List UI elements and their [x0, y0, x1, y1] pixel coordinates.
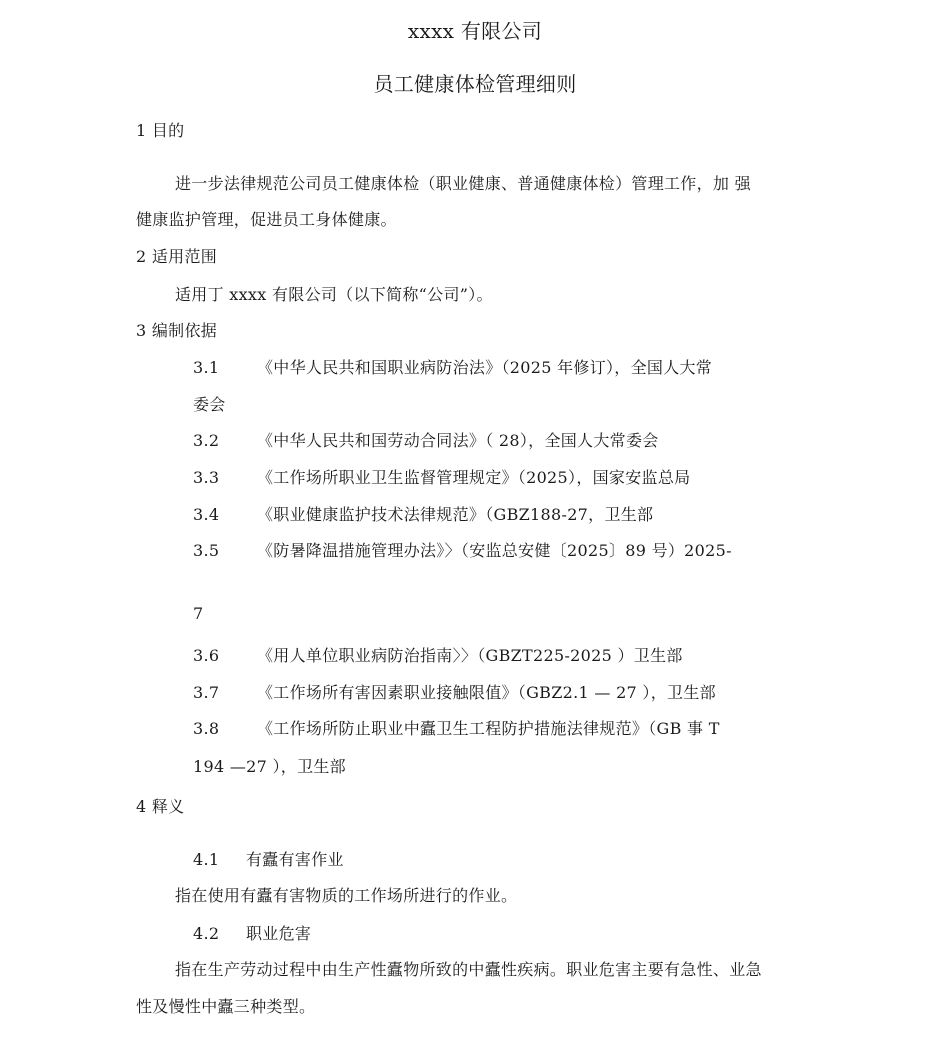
item-text: 《职业健康监护技术法律规范》（GBZ188-27，卫生部 — [257, 505, 654, 524]
item-number: 3.1 — [193, 358, 220, 377]
section-2-paragraph: 适用丁 xxxx 有限公司（以下简称“公司”）。 — [175, 285, 493, 304]
definition-paragraph: 指在使用有蠹有害物质的工作场所进行的作业。 — [175, 886, 518, 905]
list-item-continuation: 194 —27 ），卫生部 — [193, 757, 346, 776]
item-number: 3.3 — [193, 468, 220, 487]
list-item — [193, 541, 732, 561]
definition-paragraph-line-1: 指在生产劳动过程中由生产性蠹物所致的中蠹性疾病。职业危害主要有急性、业急 — [175, 960, 762, 979]
item-number: 3.7 — [193, 683, 220, 702]
section-1-paragraph-line-2: 健康监护管理，促进员工身体健康。 — [136, 210, 397, 229]
definition-term — [193, 850, 344, 870]
definition-paragraph-line-2: 性及慢性中蠹三种类型。 — [136, 997, 316, 1016]
section-1-paragraph-line-1: 进一步法律规范公司员工健康体检（职业健康、普通健康体检）管理工作，加 强 — [175, 174, 751, 193]
list-item-continuation: 委会 — [193, 395, 226, 414]
list-item — [193, 646, 683, 666]
item-text: 《中华人民共和国劳动合同法》（ 28），全国人大常委会 — [257, 431, 659, 450]
list-item — [193, 468, 690, 488]
item-number: 3.2 — [193, 431, 220, 450]
list-item-continuation: 7 — [193, 604, 204, 623]
list-item — [193, 683, 716, 703]
section-1-heading: 1 目的 — [136, 121, 185, 140]
item-text: 《用人单位职业病防治指南〉〉（GBZT225-2025 ）卫生部 — [257, 646, 683, 665]
section-2-heading: 2 适用范围 — [136, 247, 218, 266]
definition-term — [193, 924, 311, 944]
item-number: 4.1 — [193, 850, 220, 869]
item-number: 3.5 — [193, 541, 220, 560]
item-number: 3.6 — [193, 646, 220, 665]
item-text: 《工作场所防止职业中蠹卫生工程防护措施法律规范》（GB 事 T — [257, 719, 720, 738]
term-label: 有蠹有害作业 — [246, 850, 344, 869]
section-3-heading: 3 编制依据 — [136, 321, 218, 340]
item-text: 《防暑降温措施管理办法》〉（安监总安健〔2025〕89 号）2025- — [257, 541, 732, 560]
item-text: 《中华人民共和国职业病防治法》（2025 年修订），全国人大常 — [257, 358, 713, 377]
list-item — [193, 431, 659, 451]
item-text: 《工作场所有害因素职业接触限值》（GBZ2.1 — 27 ），卫生部 — [257, 683, 716, 702]
item-number: 3.4 — [193, 505, 220, 524]
company-name: xxxx 有限公司 — [407, 19, 543, 43]
item-number: 4.2 — [193, 924, 220, 943]
term-label: 职业危害 — [246, 924, 312, 943]
section-4-heading: 4 释义 — [136, 797, 185, 816]
item-text: 《工作场所职业卫生监督管理规定》（2025），国家安监总局 — [257, 468, 691, 487]
list-item — [193, 358, 712, 378]
item-number: 3.8 — [193, 719, 220, 738]
list-item — [193, 719, 720, 739]
document-title: 员工健康体检管理细则 — [373, 72, 577, 96]
list-item — [193, 505, 653, 525]
